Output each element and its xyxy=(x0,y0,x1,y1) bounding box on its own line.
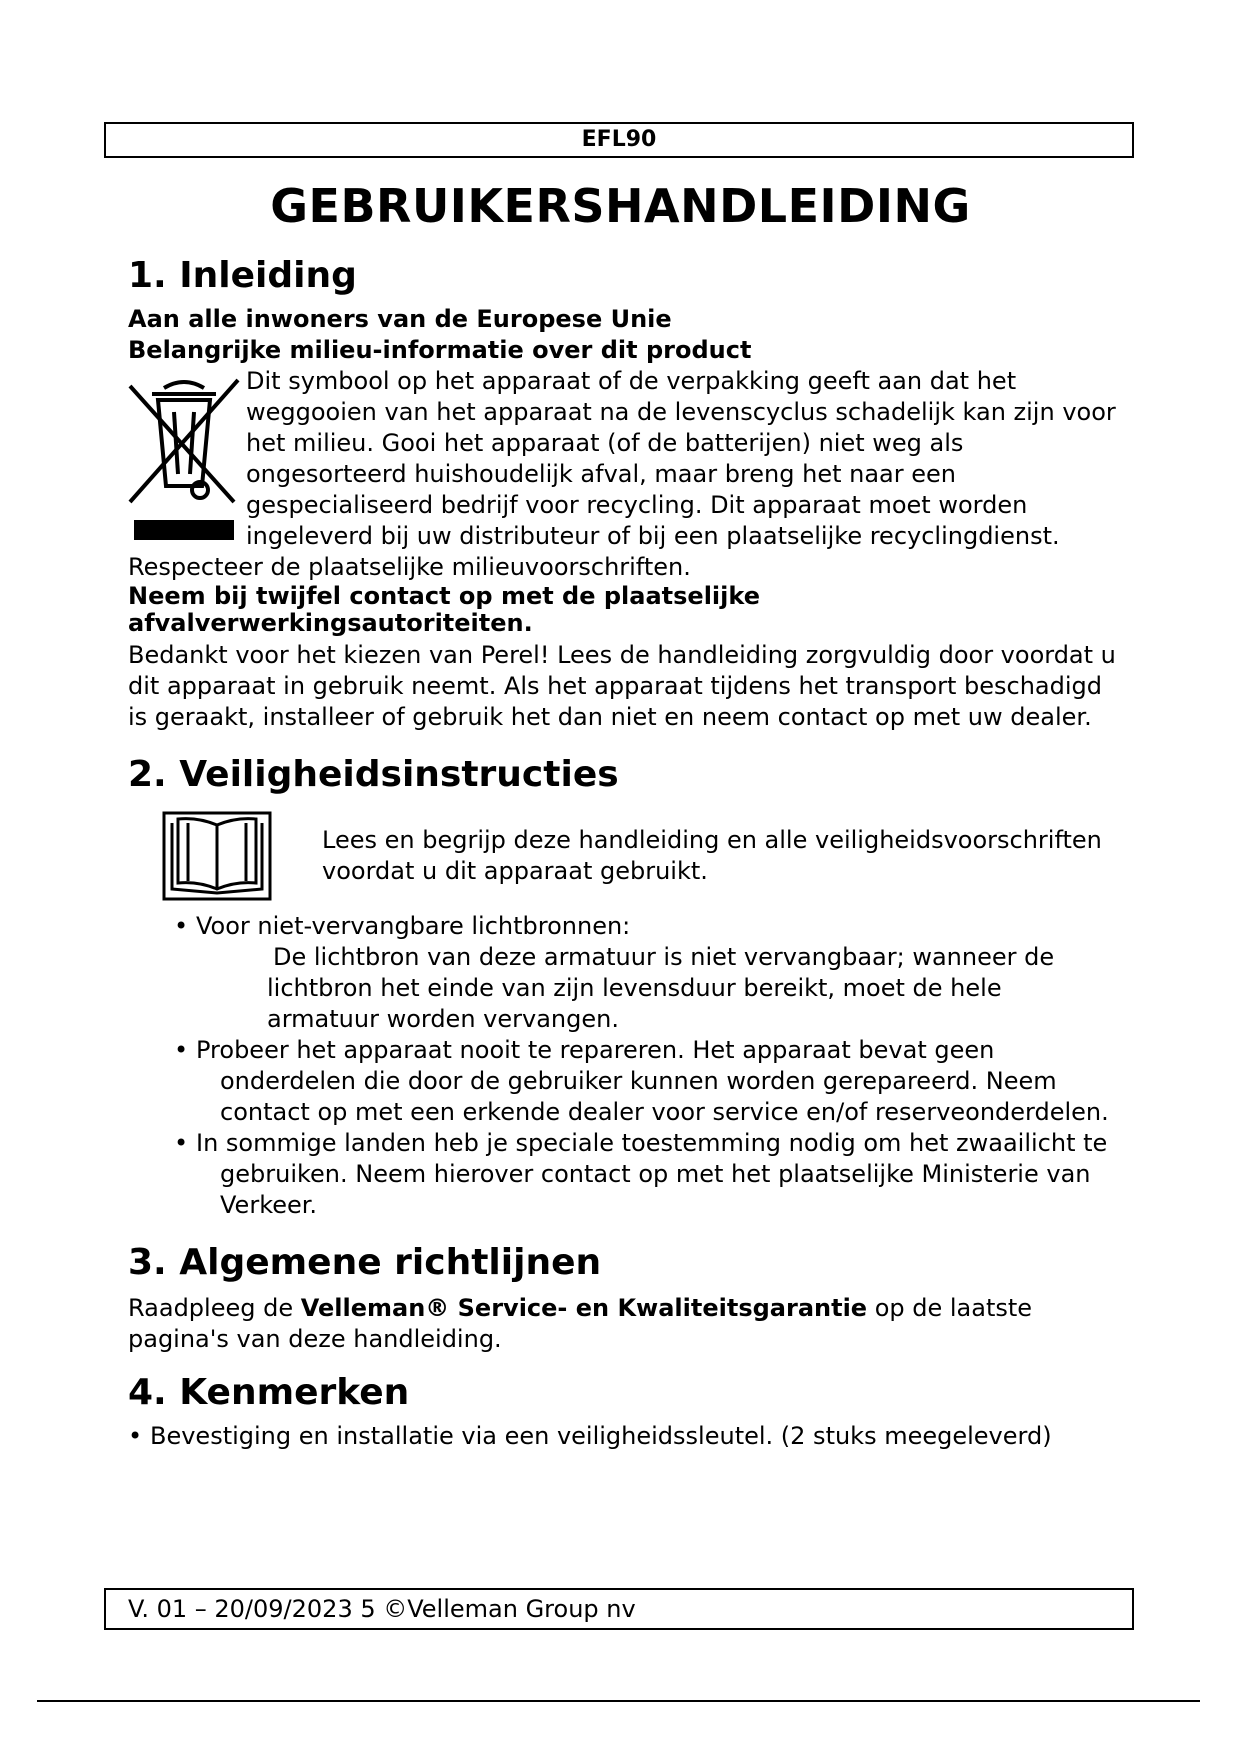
page-divider xyxy=(37,1700,1200,1702)
guidelines-pre: Raadpleeg de xyxy=(128,1294,301,1322)
bullet-icon: • xyxy=(128,1422,143,1450)
guidelines-post: op de laatste pagina's van deze handleiding. xyxy=(128,1294,1033,1353)
page-title: GEBRUIKERSHANDLEIDING xyxy=(270,179,971,233)
safety-item-subtext: De lichtbron van deze armatuur is niet vervangbaar; wanneer de lichtbron het einde van zijn levensduur bereikt, moet de hele armatuur worden vervangen. xyxy=(267,943,1055,1033)
safety-item-text: In sommige landen heb je speciale toestemming nodig om het zwaailicht te gebruiken. Neem hierover contact op met het plaatselijke Ministerie van Verkeer. xyxy=(196,1129,1108,1219)
bullet-icon: • xyxy=(174,912,189,940)
weee-block xyxy=(128,366,1118,583)
section2-heading: 2. Veiligheidsinstructies xyxy=(128,754,619,795)
section1-heading: 1. Inleiding xyxy=(128,255,357,296)
content xyxy=(128,254,1118,1452)
feature-item-text: Bevestiging en installatie via een veiligheidssleutel. (2 stuks meegeleverd) xyxy=(150,1422,1052,1450)
weee-description: Dit symbool op het apparaat of de verpakking geeft aan dat het weggooien van het apparaat na de levenscyclus schadelijk kan zijn voor het milieu. Gooi het apparaat (of de batterijen) niet weg als ongesorteerd huishoudelijk afval, maar breng het naar een gespecialiseerd bedrijf voor recycling. Dit apparaat moet worden ingeleverd bij uw distributeur of bij een plaatselijke recyclingdienst. Respecteer de plaatselijke milieuvoorschriften. xyxy=(128,367,1116,581)
book-icon xyxy=(162,811,272,901)
eu-residents-subheading: Aan alle inwoners van de Europese Unie xyxy=(128,305,672,333)
safety-item xyxy=(128,911,1118,1035)
section3-heading: 3. Algemene richtlijnen xyxy=(128,1242,602,1283)
section4-heading: 4. Kenmerken xyxy=(128,1372,410,1413)
safety-item xyxy=(128,1128,1118,1221)
weee-crossed-bin-icon xyxy=(126,370,242,540)
bullet-icon: • xyxy=(174,1036,189,1064)
read-manual-row xyxy=(128,811,1118,901)
features-list xyxy=(128,1421,1118,1452)
footer: V. 01 – 20/09/2023 5 ©Velleman Group nv xyxy=(104,1588,1134,1630)
safety-item-text: Probeer het apparaat nooit te repareren. Het apparaat bevat geen onderdelen die door de gebruiker kunnen worden gerepareerd. Neem contact op met een erkende dealer voor service en/of reserveonderdelen. xyxy=(196,1036,1109,1126)
bullet-icon: • xyxy=(174,1129,189,1157)
feature-item xyxy=(104,1421,1118,1452)
read-manual-text: Lees en begrijp deze handleiding en alle veiligheidsvoorschriften voordat u dit apparaat gebruikt. xyxy=(322,826,1102,885)
safety-item xyxy=(128,1035,1118,1128)
safety-list xyxy=(128,911,1118,1221)
safety-item-text: Voor niet-vervangbare lichtbronnen: xyxy=(196,912,631,940)
model-header: EFL90 xyxy=(104,122,1134,158)
warranty-reference: Velleman® Service- en Kwaliteitsgarantie xyxy=(300,1294,868,1322)
thanks-paragraph: Bedankt voor het kiezen van Perel! Lees de handleiding zorgvuldig door voordat u dit apparaat in gebruik neemt. Als het apparaat tijdens het transport beschadigd is geraakt, installeer of gebruik het dan niet en neem contact op met uw dealer. xyxy=(128,641,1116,731)
environment-subheading: Belangrijke milieu-informatie over dit product xyxy=(128,336,752,364)
guidelines-paragraph xyxy=(128,1293,1118,1355)
doubt-notice: Neem bij twijfel contact op met de plaatselijke afvalverwerkingsautoriteiten. xyxy=(128,582,760,637)
